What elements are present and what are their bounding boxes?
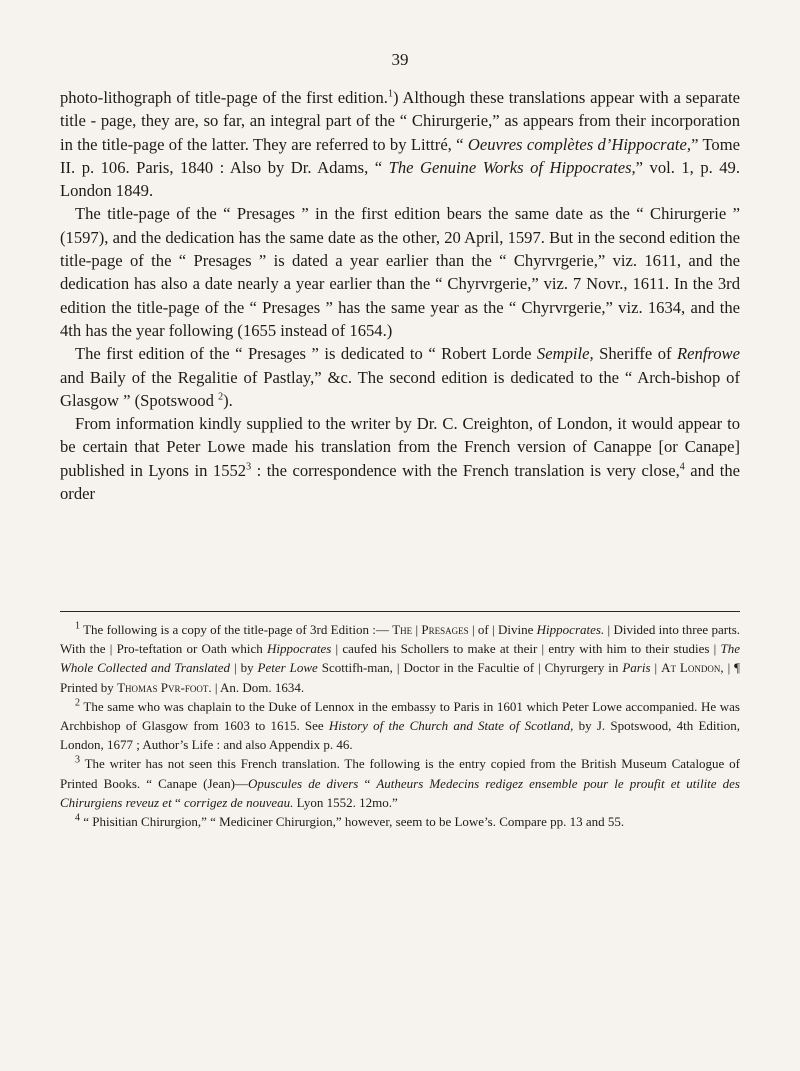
text-run: Scottifh-man, | Doctor in the Facultie of | Chyrurgery in	[317, 660, 623, 676]
italic-text: Renfrowe	[677, 344, 740, 364]
text-run: From information kindly supplied to the writer by Dr. C. Creighton, of London, it would appear to be certain that Peter Lowe made his translation from the French version of Canappe [or Canape] published in Lyons in 1552	[60, 414, 740, 480]
italic-text: Sempile,	[536, 344, 594, 364]
footnote-4	[60, 812, 740, 831]
text-run: and Baily of the Regalitie of Pastlay,” &c. The second edition is dedicated to the “ Arch-bishop of Glasgow ” (Spotswood	[60, 367, 740, 410]
footnote-1	[60, 620, 740, 697]
text-run: Presages	[421, 622, 469, 637]
footnote-marker: 3	[75, 755, 80, 767]
text-run: ” vol. 1, p. 49. London 1849.	[60, 157, 740, 201]
italic-text: History of the Church and State of Scotland,	[328, 718, 574, 734]
text-run: ).	[223, 390, 233, 410]
footnote-marker: 2	[75, 697, 80, 709]
paragraph-4	[60, 412, 740, 505]
footnote-marker: 1	[75, 620, 80, 632]
text-run: |	[650, 660, 662, 676]
text-run: The writer has not seen this French translation. The following is the entry copied from the British Museum Catalogue of Printed Books. “ Canape (Jean)—	[60, 756, 740, 791]
text-run: The following is a copy of the title-page of 3rd Edition :—	[80, 622, 393, 637]
text-run: The title-page of the “ Presages ” in the first edition bears the same date as the “ Chirurgerie ” (1597), and the dedication has the same date as the other, 20 April, 1597. But in the second edition the title-page of the “ Presages ” is dated a year earlier than the “ Chyrvrgerie,” viz. 1611, and the dedication has also a date nearly a year earlier than the “ Chyrvrgerie,” viz. 7 Novr., 1611. In the 3rd edition the title-page of the “ Presages ” has the same year as the “ Chyrvrgerie,” viz. 1634, and the 4th has the year following (1655 instead of 1654.)	[60, 204, 740, 340]
text-run: and the order	[60, 460, 740, 504]
text-run: | An. Dom. 1634.	[211, 679, 305, 695]
paragraph-2	[60, 202, 740, 342]
text-run: | by	[230, 660, 258, 676]
italic-text: The Genuine Works of Hippocrates,	[388, 157, 636, 177]
text-run: The same who was chaplain to the Duke of Lennox in the embassy to Paris in 1601 which Peter Lowe accompanied. He was Archbishop of Glasgow from 1603 to 1615. See	[60, 698, 740, 734]
footnote-marker: 2	[218, 391, 224, 403]
text-run: by J. Spotswood, 4th Edition, London, 1677 ; Author’s Life : and also Appendix p. 46.	[60, 718, 740, 753]
footnote-3	[60, 754, 740, 812]
italic-text: Opuscules de divers	[247, 775, 359, 791]
italic-text: The Whole Collected and Translated	[60, 641, 741, 676]
text-run: ) Although these translations appear with a separate title - page, they are, so far, an integral part of the “ Chirurgerie,” as appears from their incorporation in the title-page of the latter. They are referred to by Littré, “	[60, 88, 740, 154]
italic-text: corrigez de nouveau.	[183, 794, 294, 810]
footnote-marker: 4	[75, 812, 80, 824]
footnotes	[60, 620, 740, 831]
text-run: “ Phisitian Chirurgion,” “ Mediciner Chirurgion,” however, seem to be Lowe’s. Compare pp. 13 and 55.	[80, 814, 625, 830]
text-run: | ¶ Printed by	[60, 660, 741, 695]
text-run: “	[171, 794, 184, 810]
italic-text: Hippocrates	[267, 641, 332, 657]
footnote-2	[60, 697, 740, 755]
text-run: photo-lithograph of title-page of the first edition.	[60, 88, 388, 107]
text-run: | Divided into three parts. With the | Pro-teftation or Oath which	[60, 622, 740, 657]
text-run: Lyon 1552. 12mo.”	[293, 794, 398, 810]
italic-text: Oeuvres complètes d’Hippocrate,	[467, 134, 692, 154]
footnote-divider	[60, 611, 740, 612]
body-text	[60, 86, 740, 505]
text-run: “	[358, 775, 377, 791]
text-run: | caufed his Schollers to make at their | entry with him to their studies |	[331, 641, 721, 657]
text-run: The	[392, 622, 413, 637]
text-run: Thomas Pvr-foot.	[117, 679, 212, 695]
text-run: Sheriffe of	[593, 344, 678, 364]
paragraph-1	[60, 86, 740, 202]
footnote-marker: 1	[387, 88, 393, 100]
text-run: ” Tome II. p. 106. Paris, 1840 : Also by Dr. Adams, “	[60, 134, 740, 177]
text-run: |	[412, 622, 422, 637]
text-run: : the correspondence with the French translation is very close,	[251, 460, 680, 480]
text-run: At London,	[661, 660, 724, 676]
footnote-marker: 3	[246, 461, 252, 473]
italic-text: Peter Lowe	[257, 660, 318, 676]
page-number: 39	[391, 50, 409, 69]
text-run: The first edition of the “ Presages ” is dedicated to “ Robert Lorde	[75, 344, 537, 364]
footnote-marker: 4	[679, 461, 685, 473]
italic-text: Hippocrates.	[536, 622, 605, 637]
italic-text: Paris	[622, 660, 651, 676]
paragraph-3	[60, 342, 740, 412]
italic-text: Autheurs Medecins redigez ensemble pour le proufit et utilite des Chirurgiens reveuz et	[60, 775, 740, 810]
text-run: | of | Divine	[468, 622, 537, 637]
